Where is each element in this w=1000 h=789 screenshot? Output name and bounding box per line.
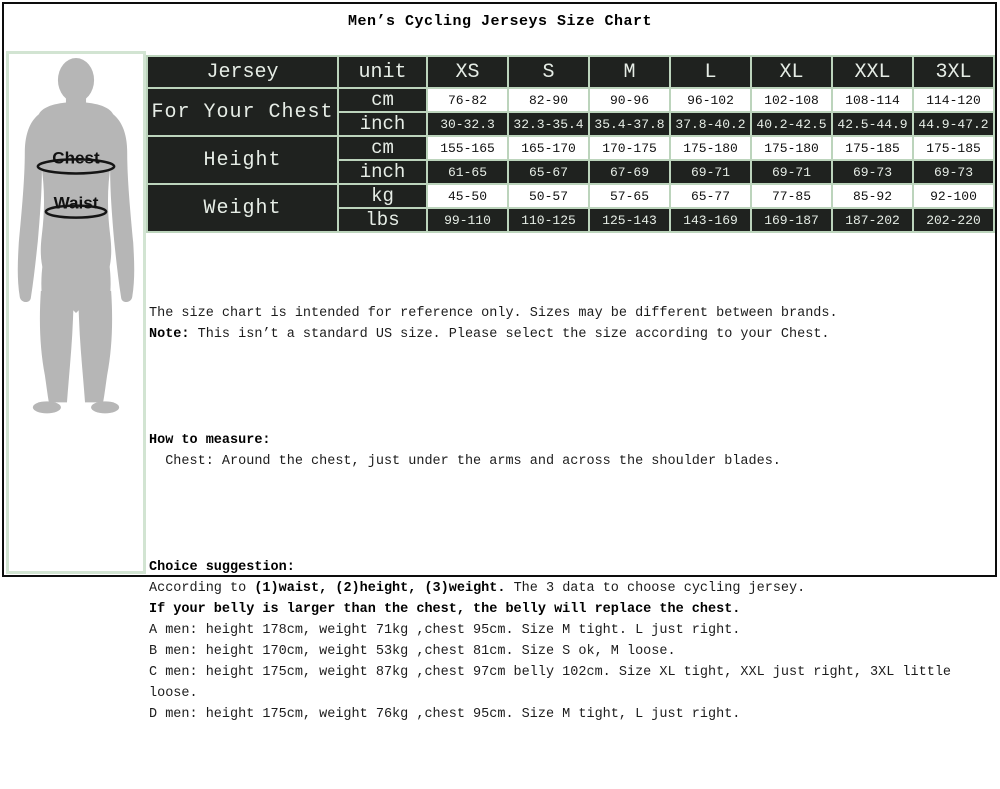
value-cell: 125-143 <box>589 208 670 232</box>
value-cell: 69-73 <box>913 160 994 184</box>
unit-cm: cm <box>338 88 427 112</box>
value-cell: 44.9-47.2 <box>913 112 994 136</box>
reference-note-text: The size chart is intended for reference only. Sizes may be different between brands. <box>149 306 838 321</box>
value-cell: 76-82 <box>427 88 508 112</box>
unit-inch: inch <box>338 160 427 184</box>
header-size-m: M <box>589 56 670 88</box>
value-cell: 155-165 <box>427 136 508 160</box>
value-cell: 77-85 <box>751 184 832 208</box>
row-label-weight: Weight <box>147 184 338 232</box>
value-cell: 37.8-40.2 <box>670 112 751 136</box>
row-label-height: Height <box>147 136 338 184</box>
waist-label: Waist <box>53 193 99 213</box>
silhouette-left-foot <box>33 401 61 413</box>
example-c-men: C men: height 175cm, weight 87kg ,chest 97cm belly 102cm. Size XL tight, XXL just right, 3XL little loose. <box>149 665 960 701</box>
value-cell: 110-125 <box>508 208 589 232</box>
value-cell: 40.2-42.5 <box>751 112 832 136</box>
value-cell: 35.4-37.8 <box>589 112 670 136</box>
header-size-s: S <box>508 56 589 88</box>
value-cell: 99-110 <box>427 208 508 232</box>
according-bold: (1)waist, (2)height, (3)weight. <box>254 581 506 596</box>
how-to-measure-chest: Chest: Around the chest, just under the arms and across the shoulder blades. <box>149 454 781 469</box>
unit-lbs: lbs <box>338 208 427 232</box>
weight-kg-row <box>147 184 994 208</box>
value-cell: 45-50 <box>427 184 508 208</box>
belly-rule: If your belly is larger than the chest, the belly will replace the chest. <box>149 602 741 617</box>
value-cell: 85-92 <box>832 184 913 208</box>
value-cell: 202-220 <box>913 208 994 232</box>
value-cell: 67-69 <box>589 160 670 184</box>
value-cell: 90-96 <box>589 88 670 112</box>
value-cell: 82-90 <box>508 88 589 112</box>
value-cell: 42.5-44.9 <box>832 112 913 136</box>
silhouette-right-arm <box>108 114 134 302</box>
note-label: Note: <box>149 327 190 342</box>
value-cell: 57-65 <box>589 184 670 208</box>
silhouette-right-leg <box>78 291 112 402</box>
size-table <box>146 55 995 233</box>
value-cell: 170-175 <box>589 136 670 160</box>
how-to-measure <box>149 430 994 472</box>
value-cell: 169-187 <box>751 208 832 232</box>
value-cell: 187-202 <box>832 208 913 232</box>
unit-kg: kg <box>338 184 427 208</box>
silhouette-right-foot <box>91 401 119 413</box>
value-cell: 96-102 <box>670 88 751 112</box>
value-cell: 102-108 <box>751 88 832 112</box>
note-text: This isn’t a standard US size. Please select the size according to your Chest. <box>189 327 830 342</box>
table-header-row <box>147 56 994 88</box>
value-cell: 165-170 <box>508 136 589 160</box>
example-b-men: B men: height 170cm, weight 53kg ,chest 81cm. Size S ok, M loose. <box>149 644 676 659</box>
value-cell: 175-180 <box>751 136 832 160</box>
choice-suggestion <box>149 557 994 725</box>
silhouette-torso <box>37 102 116 271</box>
height-cm-row <box>147 136 994 160</box>
value-cell: 69-73 <box>832 160 913 184</box>
chest-label: Chest <box>52 148 100 168</box>
value-cell: 92-100 <box>913 184 994 208</box>
value-cell: 65-67 <box>508 160 589 184</box>
value-cell: 69-71 <box>751 160 832 184</box>
according-prefix: According to <box>149 581 255 596</box>
chest-cm-row <box>147 88 994 112</box>
header-unit: unit <box>338 56 427 88</box>
value-cell: 175-180 <box>670 136 751 160</box>
example-a-men: A men: height 178cm, weight 71kg ,chest 95cm. Size M tight. L just right. <box>149 623 741 638</box>
value-cell: 114-120 <box>913 88 994 112</box>
header-size-xs: XS <box>427 56 508 88</box>
how-to-measure-title: How to measure: <box>149 433 271 448</box>
silhouette-left-leg <box>40 291 74 402</box>
value-cell: 32.3-35.4 <box>508 112 589 136</box>
value-cell: 143-169 <box>670 208 751 232</box>
header-size-xxl: XXL <box>832 56 913 88</box>
page-title: Men’s Cycling Jerseys Size Chart <box>347 13 653 30</box>
choice-suggestion-title: Choice suggestion: <box>149 560 295 575</box>
value-cell: 30-32.3 <box>427 112 508 136</box>
value-cell: 65-77 <box>670 184 751 208</box>
reference-note <box>149 303 994 345</box>
value-cell: 61-65 <box>427 160 508 184</box>
body-measurement-panel <box>6 51 146 574</box>
header-size-l: L <box>670 56 751 88</box>
unit-inch: inch <box>338 112 427 136</box>
value-cell: 50-57 <box>508 184 589 208</box>
human-silhouette <box>9 54 143 571</box>
header-jersey: Jersey <box>147 56 338 88</box>
unit-cm: cm <box>338 136 427 160</box>
notes-section <box>149 261 994 789</box>
row-label-chest: For Your Chest <box>147 88 338 136</box>
example-d-men: D men: height 175cm, weight 76kg ,chest 95cm. Size M tight, L just right. <box>149 707 741 722</box>
according-suffix: The 3 data to choose cycling jersey. <box>505 581 806 596</box>
value-cell: 175-185 <box>832 136 913 160</box>
value-cell: 69-71 <box>670 160 751 184</box>
value-cell: 175-185 <box>913 136 994 160</box>
header-size-3xl: 3XL <box>913 56 994 88</box>
silhouette-left-arm <box>18 114 44 302</box>
value-cell: 108-114 <box>832 88 913 112</box>
header-size-xl: XL <box>751 56 832 88</box>
